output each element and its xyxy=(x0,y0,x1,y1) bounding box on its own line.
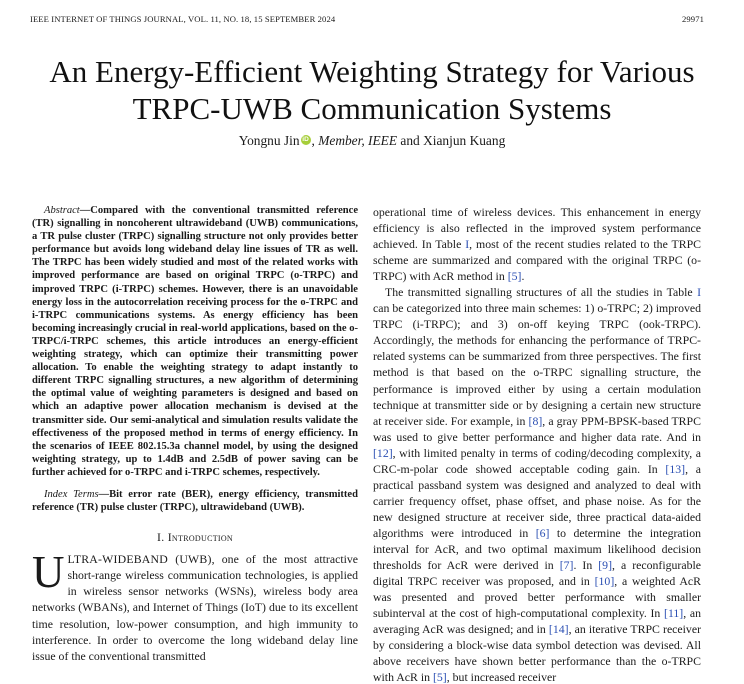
citation-link[interactable]: [5] xyxy=(507,269,522,284)
text-run: operational time of wireless devices. This enhancement in energy efficiency is also reflected in the improved system performance achieved. In Table xyxy=(373,205,701,252)
citation-link[interactable]: [5] xyxy=(432,670,447,684)
right-paragraph-1 xyxy=(373,204,701,284)
text-run: , but increased receiver xyxy=(446,670,557,684)
section-heading xyxy=(32,530,358,545)
text-run: to determine the integration interval for AcR, and two optimal maximum likelihood decision thresholds for AcR were derived in xyxy=(373,525,701,573)
index-terms-label: Index Terms xyxy=(44,488,99,500)
abstract-label: Abstract xyxy=(44,205,80,216)
drop-cap: U xyxy=(32,547,65,598)
text-run: can be categorized into three main schemes: 1) o-TRPC; 2) improved TRPC (i-TRPC); and 3) on-off keying TRPC (ook-TRPC). Accordingly, the methods for enhancing the performance of TRPC-related systems can be summarized from three perspectives. The first method is that based on the o-TRPC signalling structure, the performance is improved either by using a certain modulation technique at transmitter side or by designing a certain new structure at receiver side. For example, in xyxy=(373,301,701,428)
right-column xyxy=(373,204,701,684)
text-run: . In xyxy=(573,558,599,573)
section-title: Introduction xyxy=(167,530,234,545)
intro-paragraph xyxy=(32,547,358,664)
page-number: 29971 xyxy=(682,14,704,24)
citation-link[interactable]: [14] xyxy=(548,622,569,637)
abstract xyxy=(32,204,358,479)
text-run: The transmitted signalling structures of all the studies in Table xyxy=(385,285,698,300)
text-run: , most of the recent studies related to the TRPC scheme are summarized and compared with the original TRPC (o-TRPC) with AcR method in xyxy=(373,237,701,284)
table-ref-link[interactable]: I xyxy=(465,237,470,252)
index-terms-text: —Bit error rate (BER), energy efficiency, transmitted reference (TR) pulse cluster (TRPC), ultrawideband (UWB). xyxy=(32,488,358,514)
citation-link[interactable]: [6] xyxy=(535,525,550,540)
running-head xyxy=(30,14,704,26)
section-numeral: I. xyxy=(156,530,168,545)
paper-title xyxy=(0,53,744,127)
citation-link[interactable]: [10] xyxy=(594,574,615,589)
text-run: , a gray PPM-BPSK-based TRPC was used to give better performance and higher data rate. And in xyxy=(373,413,701,444)
orcid-icon[interactable]: iD xyxy=(302,136,309,143)
table-ref-link[interactable]: I xyxy=(697,285,701,300)
title-line-2: TRPC-UWB Communication Systems xyxy=(132,91,612,126)
text-run: , a reconfigurable digital TRPC receiver was proposed, and in xyxy=(373,558,701,589)
citation-link[interactable]: [12] xyxy=(373,445,393,460)
right-paragraph-2 xyxy=(373,284,701,684)
citation-link[interactable]: [8] xyxy=(528,413,543,428)
abstract-text: —Compared with the conventional transmitted reference (TR) signalling in noncoherent ultrawideband (UWB) communications, a TR pulse cluster (TRPC) signalling structure not only provides better performance but avoids long wideband delay line issues of TR as well. The TRPC has been widely studied and most of the related works with improved performance are based on original TRPC (o-TRPC) and improved TRPC (i-TRPC) schemes. However, there is an unavoidable energy loss in the autocorrelation receiving process for the o-TRPC and i-TRPC communications systems. As energy efficiency has been becoming increasingly crucial in real-world applications, based on the o-TRPC/i-TRPC schemes, this article introduces an energy-efficient weighting strategy, which can optimize their transmitting power allocation. To enable the weighting strategy to adapt instantly to different TRPC signalling structures, a new algorithm of determining the optimal value of weighting parameters is designed and based on which an adaptive power allocation mechanism is devised at the transmitter side. Our semi-analytical and simulation results validate the effectiveness of the proposed method in terms of energy efficiency. In the scenarios of IEEE 802.15.3a channel model, by using the designed weighting strategy, up to 1.4dB and 2.5dB of power saving can be further achieved for o-TRPC and i-TRPC schemes, respectively. xyxy=(32,205,358,478)
index-terms xyxy=(32,488,358,514)
author-line: Yongnu Jin iD , Member, IEEE and Xianjun Kuang xyxy=(238,133,506,148)
citation-link[interactable]: [9] xyxy=(598,558,613,573)
text-run: , an averaging AcR was designed; and in xyxy=(373,606,701,637)
title-line-1: An Energy-Efficient Weighting Strategy for Various xyxy=(49,54,695,89)
text-run: , with limited penalty in terms of coding/decoding complexity, a CRC-m-polar code showed acceptable coding gain. In xyxy=(373,445,701,476)
text-run: , a practical passband system was designed and analyzed to deal with carrier frequency offset, phase offset, and phase noise. As for the new designed structure at receiver side, three practical data-aided algorithms were introduced in xyxy=(373,461,701,540)
citation-link[interactable]: [13] xyxy=(665,461,686,476)
text-run: , a weighted AcR was presented and proved better performance with smaller subinterval at the cost of high-computational complexity. In xyxy=(373,574,701,621)
citation-link[interactable]: [11] xyxy=(664,606,684,621)
text-run: , an iterative TRPC receiver by considering a block-wise data symbol detection was devised. All above receivers have shown better performance than the o-TRPC with AcR in xyxy=(373,622,701,684)
intro-caps: LTRA-WIDEBAND (UWB), xyxy=(67,552,215,567)
text-run: . xyxy=(521,269,525,284)
author-2: and Xianjun Kuang xyxy=(397,133,506,148)
journal-name: IEEE INTERNET OF THINGS JOURNAL, VOL. 11, NO. 18, 15 SEPTEMBER 2024 xyxy=(30,14,336,24)
author-membership: Member, IEEE xyxy=(318,133,398,148)
left-column xyxy=(32,204,358,684)
author-1: Yongnu Jin xyxy=(238,133,300,148)
intro-text: one of the most attractive short-range wireless communication technologies, is applied in wireless sensor networks (WSNs), wireless body area networks (WBANs), and Internet of Things (IoT) due to its excellent time resolution, low-power consumption, and high immunity to interference. In order to overcome the long wideband delay line issue of the conventional transmitted xyxy=(32,552,358,663)
citation-link[interactable]: [7] xyxy=(559,558,574,573)
